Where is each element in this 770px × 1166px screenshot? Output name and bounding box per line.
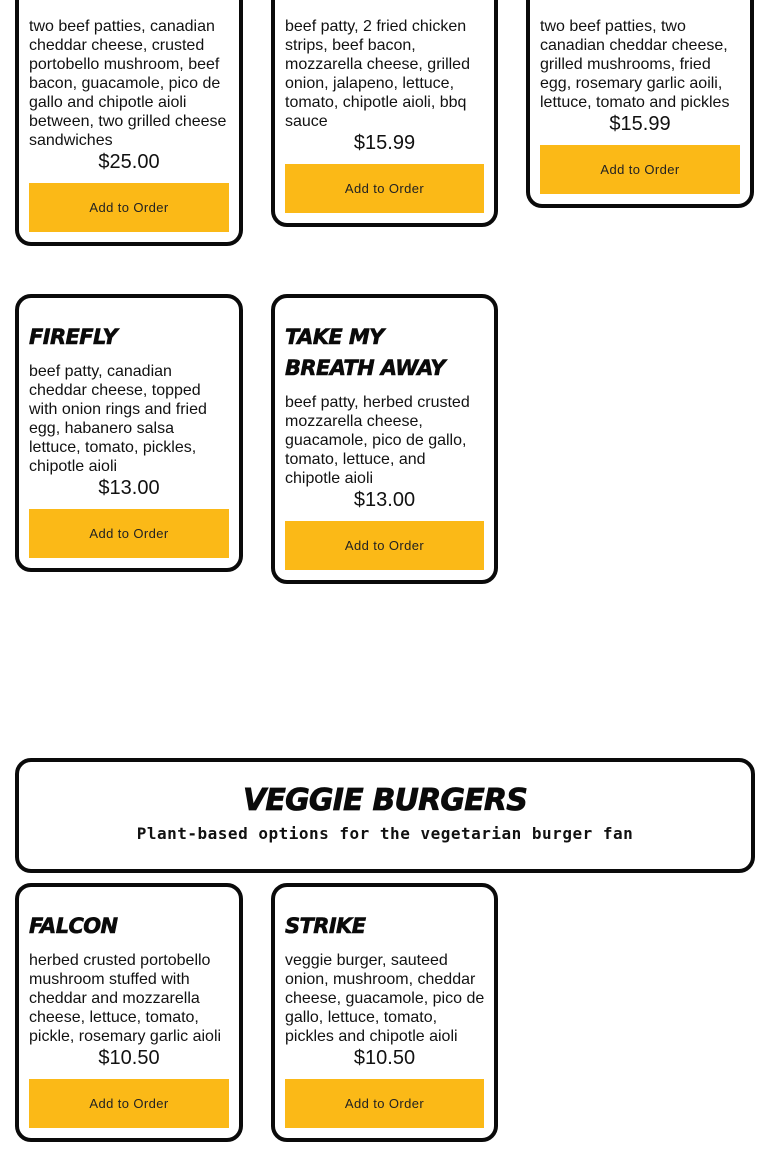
item-description: two beef patties, two canadian cheddar cheese, grilled mushrooms, fried egg, rosemary garlic aoili, lettuce, tomato and pickles [540,18,730,111]
menu-card-strike [271,883,498,1142]
item-price: $15.99 [609,113,671,135]
item-price: $13.00 [353,489,416,511]
item-price: $13.00 [98,477,160,499]
item-name: STRIKE [285,914,366,938]
item-description: beef patty, canadian cheddar cheese, topped with onion rings and fried egg, habanero salsa lettuce, tomato, pickles, chipotle aioli [29,363,207,475]
add-to-order-button[interactable]: Add to Order [285,1079,484,1128]
item-price: $10.50 [98,1047,160,1069]
add-to-order-button[interactable]: Add to Order [285,164,484,213]
add-to-order-button[interactable]: Add to Order [540,145,740,194]
menu-card [271,0,498,227]
item-description: herbed crusted portobello mushroom stuffed with cheddar and mozzarella cheese, lettuce, tomato, pickle, rosemary garlic aioli [29,952,222,1045]
add-to-order-button[interactable]: Add to Order [29,509,229,558]
menu-card-firefly [15,294,243,572]
item-name: TAKE MY BREATH AWAY [285,325,445,380]
menu-card [15,0,243,246]
menu-card-falcon [15,883,243,1142]
add-to-order-button[interactable]: Add to Order [285,521,484,570]
item-description: beef patty, 2 fried chicken strips, beef bacon, mozzarella cheese, grilled onion, jalapeno, lettuce, tomato, chipotle aioli, bbq sauce [285,18,470,130]
item-name: FALCON [29,914,118,938]
section-subtitle: Plant-based options for the vegetarian burger fan [136,824,634,843]
item-price: $15.99 [353,132,416,154]
section-title: VEGGIE BURGERS [242,783,527,818]
add-to-order-button[interactable]: Add to Order [29,1079,229,1128]
item-description: veggie burger, sauteed onion, mushroom, cheddar cheese, guacamole, pico de gallo, lettuce, tomato, pickles and chipotle aioli [285,952,485,1045]
item-price: $10.50 [353,1047,416,1069]
menu-card [526,0,754,208]
add-to-order-button[interactable]: Add to Order [29,183,229,232]
item-description: two beef patties, canadian cheddar cheese, crusted portobello mushroom, beef bacon, guacamole, pico de gallo and chipotle aioli between, two grilled cheese sandwiches [29,18,227,149]
item-name: FIREFLY [29,325,118,349]
section-header-veggie-burgers [15,758,755,873]
item-price: $25.00 [98,151,160,173]
menu-card-take-my-breath-away [271,294,498,584]
item-description: beef patty, herbed crusted mozzarella cheese, guacamole, pico de gallo, tomato, lettuce, and chipotle aioli [285,394,470,487]
